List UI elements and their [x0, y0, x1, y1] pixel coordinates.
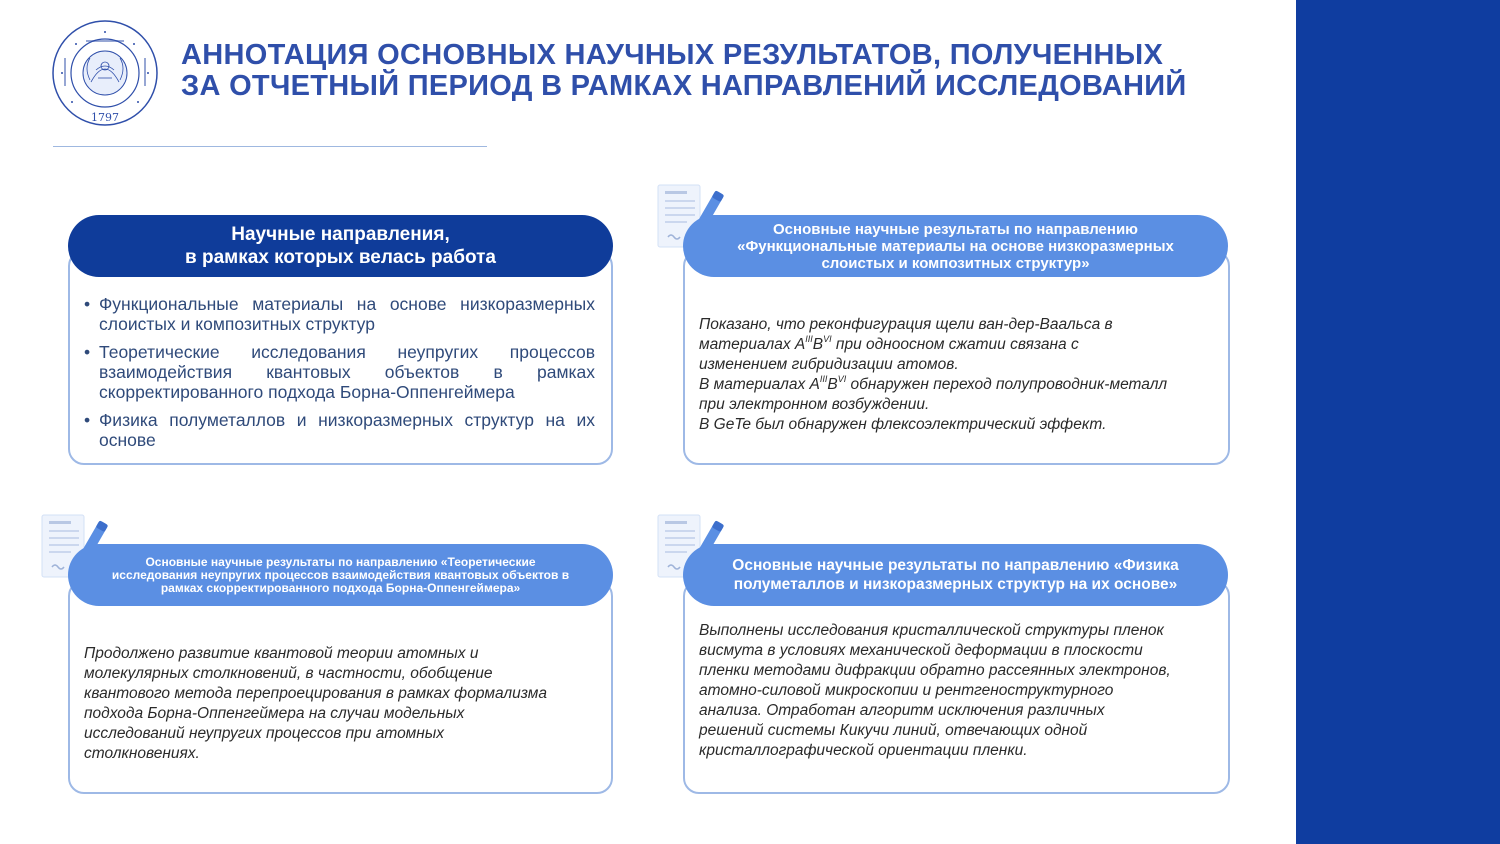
direction-item: • Физика полуметаллов и низкоразмерных структур на их основе	[84, 410, 595, 450]
directions-list	[84, 294, 595, 458]
direction-item: • Функциональные материалы на основе низкоразмерных слоистых и композитных структур	[84, 294, 595, 334]
seal-year: 1797	[91, 111, 119, 124]
page-title	[181, 40, 1281, 102]
right-decorative-bar	[1296, 0, 1500, 844]
functional-results-text: Показано, что реконфигурация щели ван-дер-Ваальса в материалах $A^{III}B^{VI}$ при одноосном сжатии связана с изменением гибридизации атомов. В материалах $A^{III}B^{VI}$ обнаружен переход полупроводник-металл при электронном возбуждении. В GeTe был обнаружен флексоэлектрический эффект.	[699, 316, 1168, 433]
semimetals-results-text: Выполнены исследования кристаллической структуры пленок висмута в условиях механической деформации в плоскости пленки методами дифракции обратно рассеянных электронов, атомно-силовой микроскопии и рентгеноструктурного анализа. Отработан алгоритм исключения различных решений системы Кикучи линий, отвечающих одной кристаллографической ориентации пленки.	[699, 622, 1171, 759]
functional-results-heading: Основные научные результаты по направлению «Функциональные материалы на основе низкоразмерных слоистых и композитных структур»	[683, 215, 1228, 277]
directions-heading: Научные направления, в рамках которых велась работа	[68, 215, 613, 277]
title-line-2: ЗА ОТЧЕТНЫЙ ПЕРИОД В РАМКАХ НАПРАВЛЕНИЙ ИССЛЕДОВАНИЙ	[181, 70, 1187, 102]
direction-item: • Теоретические исследования неупругих процессов взаимодействия квантовых объектов в рамках скорректированного подхода Борна-Оппенгеймера	[84, 342, 595, 402]
theoretical-results-heading: Основные научные результаты по направлению «Теоретические исследования неупругих процессов взаимодействия квантовых объектов в рамках скорректированного подхода Борна-Оппенгеймера»	[68, 544, 613, 606]
theoretical-results-text: Продолжено развитие квантовой теории атомных и молекулярных столкновений, в частности, обобщение квантового метода перепроецирования в рамках формализма подхода Борна-Оппенгеймера на случаи модельных исследований неупругих процессов при атомных столкновениях.	[84, 645, 548, 762]
header-divider	[53, 146, 487, 147]
semimetals-results-heading: Основные научные результаты по направлению «Физика полуметаллов и низкоразмерных структур на их основе»	[683, 544, 1228, 606]
university-seal-logo	[46, 18, 164, 128]
title-line-1: АННОТАЦИЯ ОСНОВНЫХ НАУЧНЫХ РЕЗУЛЬТАТОВ, ПОЛУЧЕННЫХ	[181, 39, 1164, 71]
